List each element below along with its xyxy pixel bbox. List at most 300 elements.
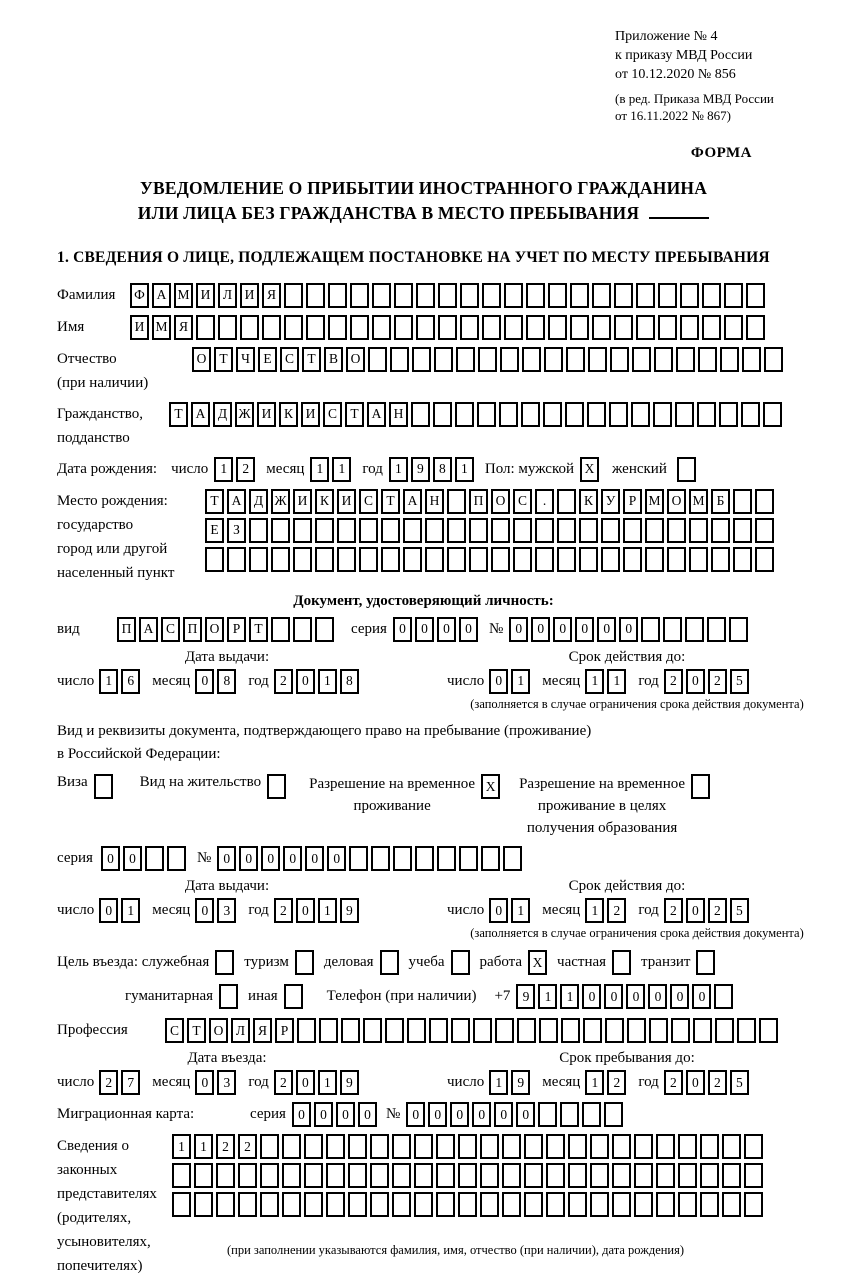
legal-line-2-cell-4[interactable] (238, 1163, 257, 1188)
doc-expiry-year-field-cell-4[interactable]: 5 (730, 669, 749, 694)
legal-line-2-cell-11[interactable] (392, 1163, 411, 1188)
lastname-field-cell-10[interactable] (328, 283, 347, 308)
lastname-field-cell-7[interactable]: Я (262, 283, 281, 308)
citizenship-field-cell-21[interactable] (609, 402, 628, 427)
profession-field-cell-18[interactable] (539, 1018, 558, 1043)
purpose-official-checkbox-cell-1[interactable] (215, 950, 234, 975)
legal-line-1-cell-21[interactable] (612, 1134, 631, 1159)
birthplace-line-2-cell-16[interactable] (535, 518, 554, 543)
profession-field[interactable] (165, 1018, 781, 1043)
residence-expiry-year-field-cell-4[interactable]: 5 (730, 898, 749, 923)
birthplace-line-2-cell-6[interactable] (315, 518, 334, 543)
purpose-other-checkbox-cell-1[interactable] (284, 984, 303, 1009)
residence-series-field-cell-1[interactable]: 0 (101, 846, 120, 871)
citizenship-field-cell-1[interactable]: Т (169, 402, 188, 427)
residence-number-field-cell-10[interactable] (415, 846, 434, 871)
doc-series-field-cell-1[interactable]: 0 (393, 617, 412, 642)
purpose-tourism-checkbox[interactable] (295, 950, 317, 975)
doc-expiry-day-field[interactable] (489, 669, 533, 694)
legal-line-2-cell-10[interactable] (370, 1163, 389, 1188)
birthplace-line-1-cell-11[interactable]: Н (425, 489, 444, 514)
doc-type-field-cell-3[interactable]: С (161, 617, 180, 642)
residence-series-field-cell-2[interactable]: 0 (123, 846, 142, 871)
doc-number-field-cell-1[interactable]: 0 (509, 617, 528, 642)
legal-line-3-cell-8[interactable] (326, 1192, 345, 1217)
doc-expiry-month-field[interactable] (585, 669, 629, 694)
entry-day-field-cell-1[interactable]: 2 (99, 1070, 118, 1095)
legal-line-2-cell-9[interactable] (348, 1163, 367, 1188)
firstname-field-cell-20[interactable] (548, 315, 567, 340)
patronymic-field-cell-26[interactable] (742, 347, 761, 372)
doc-type-field-cell-5[interactable]: О (205, 617, 224, 642)
doc-expiry-year-field-cell-3[interactable]: 2 (708, 669, 727, 694)
phone-field-cell-5[interactable]: 0 (604, 984, 623, 1009)
doc-issue-month-field-cell-2[interactable]: 8 (217, 669, 236, 694)
birthplace-line-3-cell-2[interactable] (227, 547, 246, 572)
birthplace-line-2-cell-10[interactable] (403, 518, 422, 543)
firstname-field-cell-4[interactable] (196, 315, 215, 340)
birthplace-line-2-cell-21[interactable] (645, 518, 664, 543)
legal-line-1-cell-13[interactable] (436, 1134, 455, 1159)
lastname-field[interactable] (130, 283, 768, 308)
migration-number-field-cell-7[interactable] (538, 1102, 557, 1127)
migration-number-field-cell-9[interactable] (582, 1102, 601, 1127)
patronymic-field-cell-24[interactable] (698, 347, 717, 372)
birthplace-line-1-cell-22[interactable]: О (667, 489, 686, 514)
residence-issue-year-field[interactable] (274, 898, 362, 923)
patronymic-field-cell-9[interactable] (368, 347, 387, 372)
birthplace-line-1-cell-21[interactable]: М (645, 489, 664, 514)
purpose-work-checkbox[interactable] (528, 950, 550, 975)
legal-line-1-cell-15[interactable] (480, 1134, 499, 1159)
lastname-field-cell-16[interactable] (460, 283, 479, 308)
profession-field-cell-16[interactable] (495, 1018, 514, 1043)
firstname-field-cell-16[interactable] (460, 315, 479, 340)
residence-issue-month-field-cell-1[interactable]: 0 (195, 898, 214, 923)
birthplace-line-3-cell-20[interactable] (623, 547, 642, 572)
legal-line-1-cell-20[interactable] (590, 1134, 609, 1159)
birthplace-line-1-cell-6[interactable]: К (315, 489, 334, 514)
lastname-field-cell-24[interactable] (636, 283, 655, 308)
birthplace-line-3-cell-15[interactable] (513, 547, 532, 572)
entry-year-field-cell-2[interactable]: 0 (296, 1070, 315, 1095)
temp-permit-checkbox-cell-1[interactable]: X (481, 774, 500, 799)
legal-line-2-cell-8[interactable] (326, 1163, 345, 1188)
legal-line-1-cell-23[interactable] (656, 1134, 675, 1159)
doc-number-field-cell-4[interactable]: 0 (575, 617, 594, 642)
stay-month-field-cell-1[interactable]: 1 (585, 1070, 604, 1095)
birthplace-line-1-cell-12[interactable] (447, 489, 466, 514)
citizenship-field-cell-3[interactable]: Д (213, 402, 232, 427)
profession-field-cell-14[interactable] (451, 1018, 470, 1043)
residence-issue-year-field-cell-3[interactable]: 1 (318, 898, 337, 923)
lastname-field-cell-20[interactable] (548, 283, 567, 308)
birthplace-line-2-cell-15[interactable] (513, 518, 532, 543)
doc-expiry-year-field-cell-2[interactable]: 0 (686, 669, 705, 694)
birth-year-field-cell-2[interactable]: 9 (411, 457, 430, 482)
birthplace-line-2-cell-9[interactable] (381, 518, 400, 543)
birthplace-line-2-cell-13[interactable] (469, 518, 488, 543)
lastname-field-cell-17[interactable] (482, 283, 501, 308)
phone-field-cell-10[interactable] (714, 984, 733, 1009)
legal-line-3-cell-16[interactable] (502, 1192, 521, 1217)
firstname-field-cell-7[interactable] (262, 315, 281, 340)
profession-field-cell-24[interactable] (671, 1018, 690, 1043)
purpose-other-checkbox[interactable] (284, 984, 306, 1009)
birthplace-line-3-cell-7[interactable] (337, 547, 356, 572)
legal-line-3-cell-1[interactable] (172, 1192, 191, 1217)
patronymic-field-cell-4[interactable]: Е (258, 347, 277, 372)
legal-line-3-cell-11[interactable] (392, 1192, 411, 1217)
legal-line-2-cell-21[interactable] (612, 1163, 631, 1188)
citizenship-field-cell-22[interactable] (631, 402, 650, 427)
legal-line-1-cell-22[interactable] (634, 1134, 653, 1159)
birthplace-line-3[interactable] (205, 547, 777, 572)
firstname-field-cell-11[interactable] (350, 315, 369, 340)
birthplace-line-3-cell-23[interactable] (689, 547, 708, 572)
doc-series-field-cell-3[interactable]: 0 (437, 617, 456, 642)
citizenship-field-cell-10[interactable]: А (367, 402, 386, 427)
legal-line-3-cell-14[interactable] (458, 1192, 477, 1217)
doc-issue-month-field-cell-1[interactable]: 0 (195, 669, 214, 694)
citizenship-field-cell-14[interactable] (455, 402, 474, 427)
birthplace-line-3-cell-3[interactable] (249, 547, 268, 572)
profession-field-cell-21[interactable] (605, 1018, 624, 1043)
patronymic-field-cell-10[interactable] (390, 347, 409, 372)
lastname-field-cell-2[interactable]: А (152, 283, 171, 308)
legal-line-3-cell-19[interactable] (568, 1192, 587, 1217)
legal-line-2-cell-16[interactable] (502, 1163, 521, 1188)
residence-number-field-cell-14[interactable] (503, 846, 522, 871)
firstname-field-cell-26[interactable] (680, 315, 699, 340)
legal-line-2-cell-27[interactable] (744, 1163, 763, 1188)
residence-number-field-cell-13[interactable] (481, 846, 500, 871)
patronymic-field-cell-11[interactable] (412, 347, 431, 372)
birthplace-line-3-cell-6[interactable] (315, 547, 334, 572)
firstname-field-cell-24[interactable] (636, 315, 655, 340)
firstname-field-cell-1[interactable]: И (130, 315, 149, 340)
residence-expiry-day-field-cell-2[interactable]: 1 (511, 898, 530, 923)
firstname-field-cell-8[interactable] (284, 315, 303, 340)
doc-issue-year-field-cell-2[interactable]: 0 (296, 669, 315, 694)
birthplace-line-2-cell-14[interactable] (491, 518, 510, 543)
legal-line-3-cell-2[interactable] (194, 1192, 213, 1217)
birth-year-field[interactable] (389, 457, 477, 482)
residence-expiry-day-field[interactable] (489, 898, 533, 923)
phone-field-cell-4[interactable]: 0 (582, 984, 601, 1009)
residence-number-field-cell-6[interactable]: 0 (327, 846, 346, 871)
lastname-field-cell-29[interactable] (746, 283, 765, 308)
residence-expiry-year-field[interactable] (664, 898, 752, 923)
residence-issue-day-field-cell-2[interactable]: 1 (121, 898, 140, 923)
profession-field-cell-7[interactable] (297, 1018, 316, 1043)
purpose-study-checkbox-cell-1[interactable] (451, 950, 470, 975)
birthplace-line-3-cell-4[interactable] (271, 547, 290, 572)
sex-female-checkbox-cell-1[interactable] (677, 457, 696, 482)
firstname-field-cell-29[interactable] (746, 315, 765, 340)
birthplace-line-1-cell-10[interactable]: А (403, 489, 422, 514)
residence-issue-day-field-cell-1[interactable]: 0 (99, 898, 118, 923)
lastname-field-cell-18[interactable] (504, 283, 523, 308)
migration-series-field-cell-2[interactable]: 0 (314, 1102, 333, 1127)
stay-year-field-cell-1[interactable]: 2 (664, 1070, 683, 1095)
legal-line-2-cell-18[interactable] (546, 1163, 565, 1188)
legal-line-2-cell-23[interactable] (656, 1163, 675, 1188)
entry-day-field[interactable] (99, 1070, 143, 1095)
doc-issue-year-field[interactable] (274, 669, 362, 694)
legal-line-1-cell-5[interactable] (260, 1134, 279, 1159)
temp-permit-edu-checkbox[interactable] (691, 774, 713, 799)
sex-male-checkbox-cell-1[interactable]: X (580, 457, 599, 482)
birthplace-line-1-cell-25[interactable] (733, 489, 752, 514)
entry-day-field-cell-2[interactable]: 7 (121, 1070, 140, 1095)
legal-line-1-cell-12[interactable] (414, 1134, 433, 1159)
profession-field-cell-5[interactable]: Я (253, 1018, 272, 1043)
patronymic-field-cell-15[interactable] (500, 347, 519, 372)
birthplace-line-1-cell-19[interactable]: У (601, 489, 620, 514)
residence-number-field[interactable] (217, 846, 525, 871)
residence-issue-year-field-cell-1[interactable]: 2 (274, 898, 293, 923)
residence-permit-checkbox[interactable] (267, 774, 289, 799)
birth-year-field-cell-3[interactable]: 8 (433, 457, 452, 482)
citizenship-field[interactable] (169, 402, 785, 427)
citizenship-field-cell-18[interactable] (543, 402, 562, 427)
citizenship-field-cell-5[interactable]: И (257, 402, 276, 427)
residence-permit-checkbox-cell-1[interactable] (267, 774, 286, 799)
legal-line-3-cell-23[interactable] (656, 1192, 675, 1217)
patronymic-field-cell-6[interactable]: Т (302, 347, 321, 372)
legal-line-2-cell-1[interactable] (172, 1163, 191, 1188)
doc-issue-month-field[interactable] (195, 669, 239, 694)
birthplace-line-2-cell-26[interactable] (755, 518, 774, 543)
profession-field-cell-22[interactable] (627, 1018, 646, 1043)
legal-line-1-cell-11[interactable] (392, 1134, 411, 1159)
doc-expiry-day-field-cell-1[interactable]: 0 (489, 669, 508, 694)
legal-line-1[interactable] (172, 1134, 766, 1159)
residence-issue-year-field-cell-4[interactable]: 9 (340, 898, 359, 923)
lastname-field-cell-23[interactable] (614, 283, 633, 308)
doc-expiry-day-field-cell-2[interactable]: 1 (511, 669, 530, 694)
migration-number-field-cell-3[interactable]: 0 (450, 1102, 469, 1127)
temp-permit-checkbox[interactable] (481, 774, 503, 799)
citizenship-field-cell-4[interactable]: Ж (235, 402, 254, 427)
doc-number-field-cell-8[interactable] (663, 617, 682, 642)
patronymic-field-cell-8[interactable]: О (346, 347, 365, 372)
birthplace-line-1-cell-1[interactable]: Т (205, 489, 224, 514)
doc-number-field-cell-7[interactable] (641, 617, 660, 642)
birth-year-field-cell-4[interactable]: 1 (455, 457, 474, 482)
stay-day-field-cell-2[interactable]: 9 (511, 1070, 530, 1095)
birthplace-line-2-cell-4[interactable] (271, 518, 290, 543)
legal-line-2-cell-6[interactable] (282, 1163, 301, 1188)
firstname-field-cell-22[interactable] (592, 315, 611, 340)
residence-number-field-cell-1[interactable]: 0 (217, 846, 236, 871)
birthplace-line-2-cell-19[interactable] (601, 518, 620, 543)
firstname-field-cell-2[interactable]: М (152, 315, 171, 340)
phone-field-cell-1[interactable]: 9 (516, 984, 535, 1009)
sex-male-checkbox[interactable] (580, 457, 602, 482)
birth-day-field-cell-1[interactable]: 1 (214, 457, 233, 482)
doc-number-field-cell-5[interactable]: 0 (597, 617, 616, 642)
legal-line-2-cell-25[interactable] (700, 1163, 719, 1188)
doc-number-field-cell-11[interactable] (729, 617, 748, 642)
legal-line-2-cell-22[interactable] (634, 1163, 653, 1188)
patronymic-field-cell-17[interactable] (544, 347, 563, 372)
patronymic-field-cell-13[interactable] (456, 347, 475, 372)
residence-issue-year-field-cell-2[interactable]: 0 (296, 898, 315, 923)
birthplace-line-1-cell-7[interactable]: И (337, 489, 356, 514)
birthplace-line-3-cell-17[interactable] (557, 547, 576, 572)
birthplace-line-3-cell-11[interactable] (425, 547, 444, 572)
patronymic-field-cell-25[interactable] (720, 347, 739, 372)
phone-field-cell-7[interactable]: 0 (648, 984, 667, 1009)
residence-expiry-year-field-cell-1[interactable]: 2 (664, 898, 683, 923)
birthplace-line-2-cell-12[interactable] (447, 518, 466, 543)
residence-number-field-cell-2[interactable]: 0 (239, 846, 258, 871)
lastname-field-cell-21[interactable] (570, 283, 589, 308)
stay-year-field-cell-3[interactable]: 2 (708, 1070, 727, 1095)
profession-field-cell-8[interactable] (319, 1018, 338, 1043)
residence-expiry-day-field-cell-1[interactable]: 0 (489, 898, 508, 923)
citizenship-field-cell-23[interactable] (653, 402, 672, 427)
visa-checkbox-cell-1[interactable] (94, 774, 113, 799)
doc-expiry-year-field[interactable] (664, 669, 752, 694)
migration-number-field-cell-4[interactable]: 0 (472, 1102, 491, 1127)
profession-field-cell-3[interactable]: О (209, 1018, 228, 1043)
purpose-work-checkbox-cell-1[interactable]: X (528, 950, 547, 975)
birth-year-field-cell-1[interactable]: 1 (389, 457, 408, 482)
legal-line-1-cell-25[interactable] (700, 1134, 719, 1159)
lastname-field-cell-22[interactable] (592, 283, 611, 308)
legal-line-3-cell-3[interactable] (216, 1192, 235, 1217)
purpose-transit-checkbox[interactable] (696, 950, 718, 975)
doc-number-field-cell-9[interactable] (685, 617, 704, 642)
birth-month-field-cell-1[interactable]: 1 (310, 457, 329, 482)
legal-line-1-cell-19[interactable] (568, 1134, 587, 1159)
legal-line-1-cell-8[interactable] (326, 1134, 345, 1159)
temp-permit-edu-checkbox-cell-1[interactable] (691, 774, 710, 799)
birthplace-line-1-cell-18[interactable]: К (579, 489, 598, 514)
citizenship-field-cell-15[interactable] (477, 402, 496, 427)
residence-number-field-cell-7[interactable] (349, 846, 368, 871)
lastname-field-cell-11[interactable] (350, 283, 369, 308)
residence-issue-month-field[interactable] (195, 898, 239, 923)
legal-line-3-cell-13[interactable] (436, 1192, 455, 1217)
legal-line-2-cell-2[interactable] (194, 1163, 213, 1188)
lastname-field-cell-13[interactable] (394, 283, 413, 308)
residence-expiry-month-field[interactable] (585, 898, 629, 923)
residence-issue-day-field[interactable] (99, 898, 143, 923)
migration-series-field[interactable] (292, 1102, 380, 1127)
birthplace-line-3-cell-14[interactable] (491, 547, 510, 572)
legal-line-2-cell-7[interactable] (304, 1163, 323, 1188)
profession-field-cell-9[interactable] (341, 1018, 360, 1043)
birthplace-line-2-cell-7[interactable] (337, 518, 356, 543)
birthplace-line-2-cell-17[interactable] (557, 518, 576, 543)
entry-month-field-cell-1[interactable]: 0 (195, 1070, 214, 1095)
residence-number-field-cell-3[interactable]: 0 (261, 846, 280, 871)
lastname-field-cell-19[interactable] (526, 283, 545, 308)
firstname-field-cell-3[interactable]: Я (174, 315, 193, 340)
legal-line-2[interactable] (172, 1163, 766, 1188)
legal-line-3-cell-20[interactable] (590, 1192, 609, 1217)
residence-number-field-cell-9[interactable] (393, 846, 412, 871)
birthplace-line-3-cell-24[interactable] (711, 547, 730, 572)
doc-issue-day-field[interactable] (99, 669, 143, 694)
doc-type-field-cell-1[interactable]: П (117, 617, 136, 642)
birthplace-line-2-cell-25[interactable] (733, 518, 752, 543)
legal-line-2-cell-3[interactable] (216, 1163, 235, 1188)
birthplace-line-1-cell-4[interactable]: Ж (271, 489, 290, 514)
migration-number-field-cell-1[interactable]: 0 (406, 1102, 425, 1127)
entry-year-field-cell-1[interactable]: 2 (274, 1070, 293, 1095)
birthplace-line-3-cell-22[interactable] (667, 547, 686, 572)
doc-issue-year-field-cell-4[interactable]: 8 (340, 669, 359, 694)
citizenship-field-cell-6[interactable]: К (279, 402, 298, 427)
migration-number-field-cell-10[interactable] (604, 1102, 623, 1127)
legal-line-3-cell-12[interactable] (414, 1192, 433, 1217)
birthplace-line-1-cell-13[interactable]: П (469, 489, 488, 514)
profession-field-cell-28[interactable] (759, 1018, 778, 1043)
doc-type-field-cell-6[interactable]: Р (227, 617, 246, 642)
birthplace-line-3-cell-25[interactable] (733, 547, 752, 572)
doc-number-field[interactable] (509, 617, 751, 642)
stay-month-field-cell-2[interactable]: 2 (607, 1070, 626, 1095)
residence-series-field[interactable] (101, 846, 189, 871)
birthplace-line-1-cell-2[interactable]: А (227, 489, 246, 514)
lastname-field-cell-25[interactable] (658, 283, 677, 308)
residence-expiry-month-field-cell-2[interactable]: 2 (607, 898, 626, 923)
residence-number-field-cell-12[interactable] (459, 846, 478, 871)
birthplace-line-2-cell-3[interactable] (249, 518, 268, 543)
firstname-field-cell-23[interactable] (614, 315, 633, 340)
doc-type-field-cell-7[interactable]: Т (249, 617, 268, 642)
legal-line-1-cell-14[interactable] (458, 1134, 477, 1159)
citizenship-field-cell-2[interactable]: А (191, 402, 210, 427)
doc-type-field-cell-8[interactable] (271, 617, 290, 642)
legal-line-3-cell-18[interactable] (546, 1192, 565, 1217)
legal-line-3-cell-17[interactable] (524, 1192, 543, 1217)
legal-line-1-cell-10[interactable] (370, 1134, 389, 1159)
citizenship-field-cell-8[interactable]: С (323, 402, 342, 427)
firstname-field[interactable] (130, 315, 768, 340)
patronymic-field-cell-22[interactable] (654, 347, 673, 372)
birthplace-line-1-cell-15[interactable]: С (513, 489, 532, 514)
phone-field-cell-3[interactable]: 1 (560, 984, 579, 1009)
firstname-field-cell-10[interactable] (328, 315, 347, 340)
profession-field-cell-12[interactable] (407, 1018, 426, 1043)
legal-line-3-cell-5[interactable] (260, 1192, 279, 1217)
firstname-field-cell-6[interactable] (240, 315, 259, 340)
legal-line-2-cell-12[interactable] (414, 1163, 433, 1188)
entry-year-field[interactable] (274, 1070, 362, 1095)
firstname-field-cell-25[interactable] (658, 315, 677, 340)
legal-line-2-cell-15[interactable] (480, 1163, 499, 1188)
birthplace-line-3-cell-9[interactable] (381, 547, 400, 572)
legal-line-3-cell-7[interactable] (304, 1192, 323, 1217)
legal-line-3-cell-10[interactable] (370, 1192, 389, 1217)
profession-field-cell-6[interactable]: Р (275, 1018, 294, 1043)
stay-month-field[interactable] (585, 1070, 629, 1095)
purpose-humanitarian-checkbox-cell-1[interactable] (219, 984, 238, 1009)
patronymic-field-cell-16[interactable] (522, 347, 541, 372)
profession-field-cell-1[interactable]: С (165, 1018, 184, 1043)
legal-line-1-cell-6[interactable] (282, 1134, 301, 1159)
legal-line-3[interactable] (172, 1192, 766, 1217)
phone-field[interactable] (516, 984, 736, 1009)
entry-month-field[interactable] (195, 1070, 239, 1095)
birthplace-line-1-cell-8[interactable]: С (359, 489, 378, 514)
